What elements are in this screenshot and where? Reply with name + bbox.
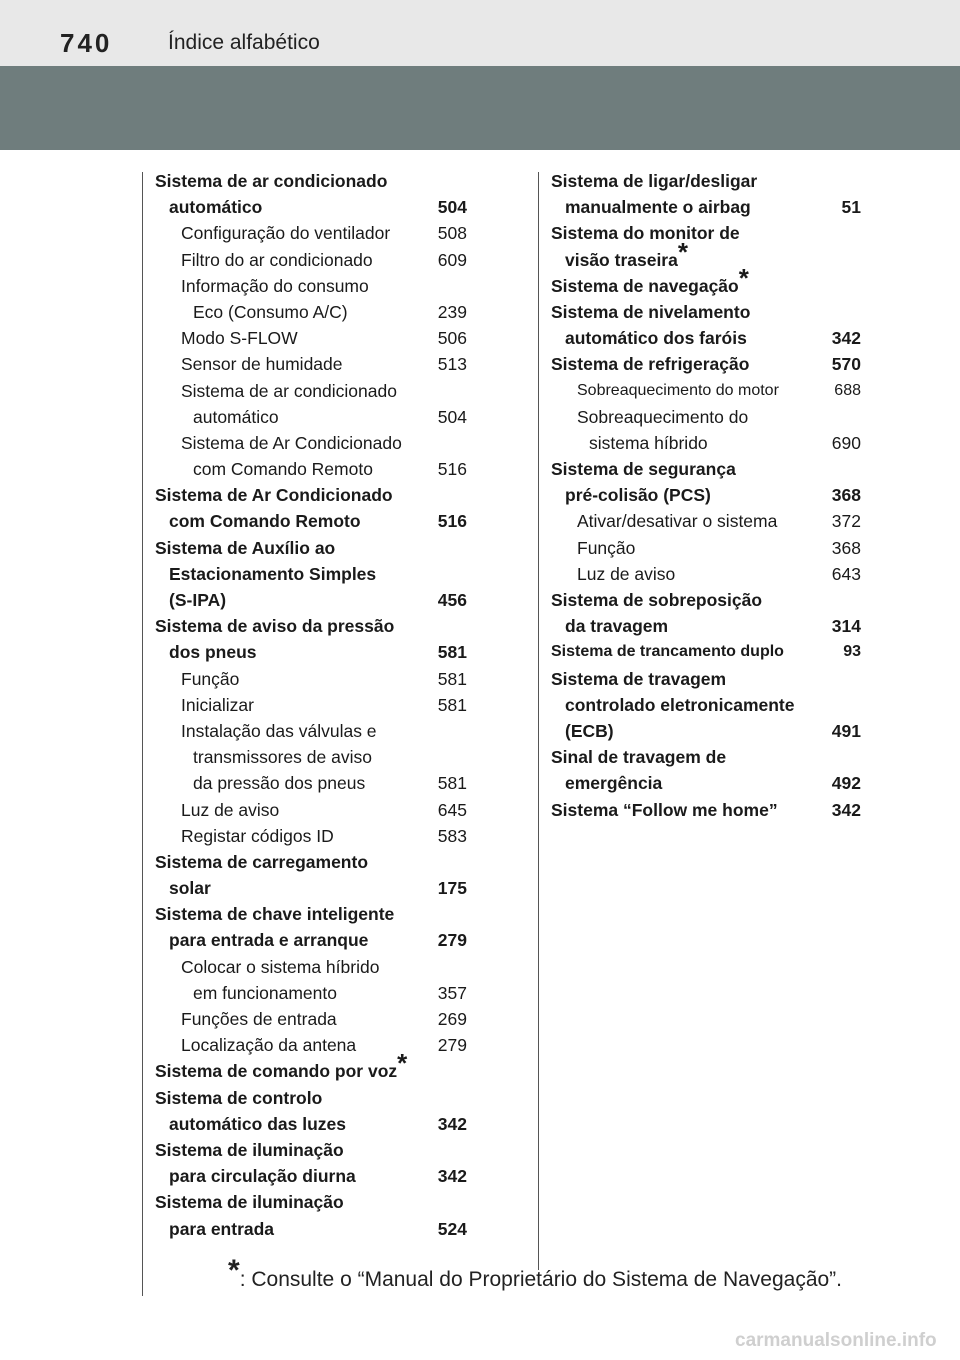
- index-entry: [551, 456, 861, 482]
- index-entry: [155, 797, 467, 823]
- index-entry-text: Registar códigos ID: [181, 823, 336, 849]
- page-reference: 688: [831, 378, 861, 404]
- index-entry-text: Sistema de chave inteligente: [155, 901, 396, 927]
- index-entry-text: sistema híbrido: [589, 430, 710, 456]
- index-entry: [155, 299, 467, 325]
- index-entry: [155, 168, 467, 194]
- index-entry: [155, 587, 467, 613]
- index-entry-text: automático dos faróis: [565, 325, 749, 351]
- index-entry-text: Sistema do monitor de: [551, 220, 742, 246]
- page-reference: 581: [435, 639, 467, 665]
- index-entry: [551, 561, 861, 587]
- index-entry-text: controlado eletronicamente: [565, 692, 797, 718]
- index-entry: [551, 236, 861, 273]
- index-entry-text: Luz de aviso: [577, 561, 677, 587]
- index-entry: [155, 247, 467, 273]
- index-entry-text: Sistema de iluminação: [155, 1137, 346, 1163]
- index-column-left: [155, 168, 467, 1242]
- page-reference: 342: [435, 1163, 467, 1189]
- page-reference: 504: [435, 404, 467, 430]
- index-entry-text: Colocar o sistema híbrido: [181, 954, 381, 980]
- index-entry: [155, 744, 467, 770]
- page-reference: 239: [435, 299, 467, 325]
- footnote: [228, 1254, 843, 1292]
- index-entry-text: Função: [181, 666, 241, 692]
- index-entry-text: pré-colisão (PCS): [565, 482, 713, 508]
- index-entry: [551, 430, 861, 456]
- page-reference: 581: [435, 666, 467, 692]
- index-entry: [155, 1032, 467, 1058]
- index-entry: [155, 378, 467, 404]
- index-entry-text: Sistema “Follow me home”: [551, 797, 780, 823]
- index-entry-text: automático das luzes: [169, 1111, 348, 1137]
- index-entry-text: Sistema de navegação*: [551, 273, 751, 299]
- index-entry: [155, 1137, 467, 1163]
- page-reference: 524: [435, 1216, 467, 1242]
- index-entry: [155, 954, 467, 980]
- index-entry: [155, 325, 467, 351]
- index-entry-text: em funcionamento: [193, 980, 339, 1006]
- index-entry-text: para entrada e arranque: [169, 927, 370, 953]
- page-reference: 690: [829, 430, 861, 456]
- index-entry: [155, 273, 467, 299]
- index-entry-text: Sistema de carregamento: [155, 849, 370, 875]
- index-entry-text: visão traseira*: [565, 247, 690, 273]
- index-entry-text: Sistema de refrigeração: [551, 351, 751, 377]
- index-entry: [155, 823, 467, 849]
- page-reference: 513: [435, 351, 467, 377]
- index-entry: [551, 718, 861, 744]
- index-entry-text: Sistema de iluminação: [155, 1189, 346, 1215]
- index-entry-text: da pressão dos pneus: [193, 770, 367, 796]
- index-entry-text: (S-IPA): [169, 587, 228, 613]
- index-entry-text: Sistema de sobreposição: [551, 587, 764, 613]
- index-entry-text: Sistema de trancamento duplo: [551, 639, 786, 665]
- index-entry-text: manualmente o airbag: [565, 194, 753, 220]
- page-reference: 456: [435, 587, 467, 613]
- index-entry-text: Sistema de ar condicionado: [181, 378, 399, 404]
- index-entry-text: Sobreaquecimento do motor: [577, 378, 781, 404]
- index-entry: [551, 639, 861, 665]
- index-entry: [155, 1189, 467, 1215]
- page-reference: 492: [829, 770, 861, 796]
- index-entry-text: Sistema de comando por voz*: [155, 1058, 409, 1084]
- index-entry-text: com Comando Remoto: [193, 456, 375, 482]
- index-entry: [155, 456, 467, 482]
- page-reference: 368: [829, 482, 861, 508]
- index-entry: [155, 718, 467, 744]
- index-entry: [551, 220, 861, 246]
- page-reference: 279: [435, 1032, 467, 1058]
- index-entry: [551, 770, 861, 796]
- page-reference: 645: [435, 797, 467, 823]
- page-reference: 342: [435, 1111, 467, 1137]
- index-entry-text: Sistema de aviso da pressão: [155, 613, 396, 639]
- page-reference: 506: [435, 325, 467, 351]
- index-entry: [155, 980, 467, 1006]
- index-entry: [551, 299, 861, 325]
- index-entry-text: Sistema de Ar Condicionado: [181, 430, 404, 456]
- index-entry-text: Instalação das válvulas e: [181, 718, 379, 744]
- index-entry-text: solar: [169, 875, 213, 901]
- index-entry-text: Sistema de controlo: [155, 1085, 324, 1111]
- page-reference: 516: [435, 456, 467, 482]
- page-reference: 372: [829, 508, 861, 534]
- index-entry-text: Configuração do ventilador: [181, 220, 392, 246]
- index-entry: [155, 430, 467, 456]
- watermark: carmanualsonline.info: [735, 1330, 937, 1351]
- index-entry: [551, 194, 861, 220]
- index-entry-text: Luz de aviso: [181, 797, 281, 823]
- index-entry-text: Sistema de nivelamento: [551, 299, 752, 325]
- index-entry: [551, 508, 861, 534]
- index-entry: [155, 639, 467, 665]
- index-entry-text: da travagem: [565, 613, 670, 639]
- index-entry: [155, 901, 467, 927]
- index-entry: [551, 482, 861, 508]
- page-reference: 357: [435, 980, 467, 1006]
- index-entry-text: Ativar/desativar o sistema: [577, 508, 779, 534]
- page-reference: 570: [829, 351, 861, 377]
- index-entry-text: Sistema de ligar/desligar: [551, 168, 759, 194]
- index-entry: [551, 168, 861, 194]
- index-entry: [551, 325, 861, 351]
- page-header: [0, 0, 960, 66]
- index-entry-text: para entrada: [169, 1216, 276, 1242]
- page-reference: 269: [435, 1006, 467, 1032]
- page-reference: 643: [829, 561, 861, 587]
- index-entry: [155, 1048, 467, 1084]
- index-entry: [551, 262, 861, 299]
- index-entry: [155, 770, 467, 796]
- index-entry: [155, 692, 467, 718]
- page-reference: 583: [435, 823, 467, 849]
- page-reference: 491: [829, 718, 861, 744]
- index-entry: [155, 1111, 467, 1137]
- index-entry: [551, 692, 861, 718]
- page-reference: 342: [829, 325, 861, 351]
- index-entry: [155, 927, 467, 953]
- column-rule-left: [142, 172, 143, 1296]
- index-entry-text: Sistema de Auxílio ao: [155, 535, 337, 561]
- index-entry-text: Inicializar: [181, 692, 256, 718]
- index-entry: [551, 587, 861, 613]
- page-number: 740: [60, 28, 113, 58]
- index-entry: [155, 508, 467, 534]
- index-entry: [551, 666, 861, 692]
- index-entry: [155, 561, 467, 587]
- footnote-text: : Consulte o “Manual do Proprietário do Sistema de Navegação”.: [239, 1268, 843, 1291]
- footnote-star: *: [228, 1254, 240, 1287]
- index-entry-text: com Comando Remoto: [169, 508, 363, 534]
- page-reference: 314: [829, 613, 861, 639]
- index-entry: [155, 194, 467, 220]
- index-entry-text: Sensor de humidade: [181, 351, 345, 377]
- page-reference: 279: [435, 927, 467, 953]
- index-entry: [155, 1216, 467, 1242]
- index-entry-text: para circulação diurna: [169, 1163, 358, 1189]
- index-entry: [155, 351, 467, 377]
- index-entry-text: Localização da antena: [181, 1032, 358, 1058]
- page-reference: 51: [839, 194, 861, 220]
- index-entry: [551, 404, 861, 430]
- index-entry-text: Funções de entrada: [181, 1006, 339, 1032]
- index-entry-text: Informação do consumo: [181, 273, 371, 299]
- footnote-marker: *: [738, 262, 749, 293]
- index-entry: [155, 535, 467, 561]
- index-entry: [155, 1006, 467, 1032]
- index-entry: [155, 404, 467, 430]
- index-entry-text: dos pneus: [169, 639, 259, 665]
- index-entry-text: Sinal de travagem de: [551, 744, 728, 770]
- page-reference: 508: [435, 220, 467, 246]
- index-entry-text: transmissores de aviso: [193, 744, 374, 770]
- index-entry-text: Função: [577, 535, 637, 561]
- column-rule-middle: [538, 172, 539, 1270]
- page-reference: 581: [435, 770, 467, 796]
- index-entry-text: Estacionamento Simples: [169, 561, 378, 587]
- index-entry: [551, 535, 861, 561]
- index-entry: [551, 797, 861, 823]
- page-reference: 581: [435, 692, 467, 718]
- index-entry-text: Sistema de travagem: [551, 666, 728, 692]
- index-entry-text: Modo S-FLOW: [181, 325, 300, 351]
- index-entry-text: Sistema de ar condicionado: [155, 168, 389, 194]
- page-reference: 609: [435, 247, 467, 273]
- index-entry-text: emergência: [565, 770, 664, 796]
- page-title: Índice alfabético: [168, 31, 320, 54]
- index-entry-text: Eco (Consumo A/C): [193, 299, 350, 325]
- page-reference: 342: [829, 797, 861, 823]
- header-band: [0, 66, 960, 150]
- index-entry: [155, 666, 467, 692]
- index-entry: [551, 378, 861, 404]
- page-reference: 516: [435, 508, 467, 534]
- page-reference: 175: [435, 875, 467, 901]
- index-entry-text: Sistema de Ar Condicionado: [155, 482, 395, 508]
- index-entry-text: Sistema de segurança: [551, 456, 738, 482]
- footnote-marker: *: [677, 236, 688, 267]
- index-entry-text: automático: [193, 404, 281, 430]
- page-reference: 93: [840, 639, 861, 665]
- index-entry: [155, 875, 467, 901]
- index-entry: [551, 744, 861, 770]
- index-entry: [551, 613, 861, 639]
- index-entry: [155, 849, 467, 875]
- footnote-marker: *: [397, 1048, 408, 1079]
- index-column-right: [551, 168, 861, 823]
- index-entry: [155, 1163, 467, 1189]
- index-entry-text: (ECB): [565, 718, 616, 744]
- index-entry: [155, 482, 467, 508]
- index-entry-text: automático: [169, 194, 264, 220]
- index-entry-text: Sobreaquecimento do: [577, 404, 750, 430]
- index-entry: [551, 351, 861, 377]
- index-entry: [155, 613, 467, 639]
- page-reference: 368: [829, 535, 861, 561]
- index-entry: [155, 1085, 467, 1111]
- page-reference: 504: [435, 194, 467, 220]
- index-entry: [155, 220, 467, 246]
- index-entry-text: Filtro do ar condicionado: [181, 247, 375, 273]
